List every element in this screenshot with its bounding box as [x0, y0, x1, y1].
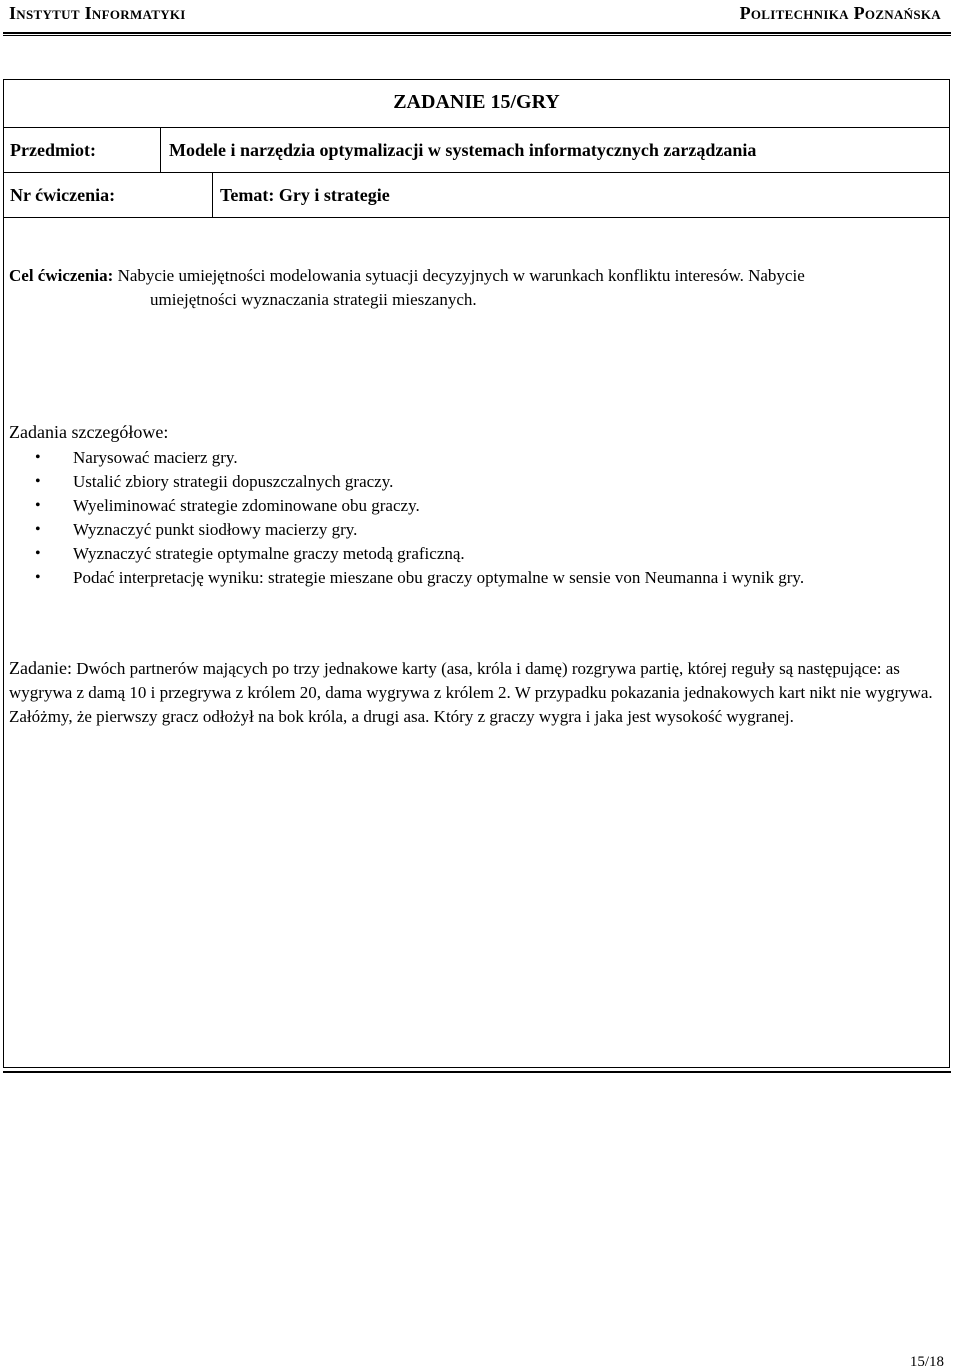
header-institute: Instytut Informatyki [9, 3, 186, 23]
header-university: Politechnika Poznańska [739, 3, 941, 23]
table-divider-number [212, 172, 213, 217]
problem-paragraph [9, 656, 939, 729]
list-item: • Ustalić zbiory strategii dopuszczalnych graczy. [9, 470, 804, 494]
problem-text: Dwóch partnerów mających po trzy jednakowe karty (asa, króla i damę) rozgrywa partię, której reguły są następujące: as wygrywa z damą 10 i przegrywa z królem 20, dama wygrywa z królem 2. W przypadku pokazania jednakowych kart nikt nie wygrywa. Załóżmy, że pierwszy gracz odłożył na bok króla, a drugi asa. Który z graczy wygra i jaka jest wysokość wygranej. [9, 659, 933, 726]
exercise-title: ZADANIE 15/GRY [393, 91, 560, 113]
bottom-rule [3, 1071, 951, 1073]
header-rule-thin [3, 35, 951, 36]
list-item: • Wyeliminować strategie zdominowane obu graczy. [9, 494, 804, 518]
subject-value: Modele i narzędzia optymalizacji w systemach informatycznych zarządzania [169, 140, 757, 160]
exercise-number-label: Nr ćwiczenia: [10, 185, 116, 205]
table-line-number [3, 217, 950, 218]
goal-label: Cel ćwiczenia: [9, 266, 114, 285]
table-divider-subject [160, 127, 161, 172]
table-line-title [3, 127, 950, 128]
goal-line1: Nabycie umiejętności modelowania sytuacji decyzyjnych w warunkach konfliktu interesów. Nabycie [117, 266, 805, 285]
subject-label: Przedmiot: [10, 140, 96, 160]
list-item: • Narysować macierz gry. [9, 446, 804, 470]
tasks-title: Zadania szczegółowe: [9, 422, 169, 442]
page-number: 15/18 [909, 1354, 944, 1370]
exercise-topic: Temat: Gry i strategie [220, 185, 390, 205]
tasks-list [9, 446, 804, 590]
goal-paragraph [9, 264, 944, 312]
table-line-subject [3, 172, 950, 173]
goal-line2: umiejętności wyznaczania strategii mieszanych. [150, 290, 477, 309]
header-rule [3, 32, 951, 34]
list-item: • Wyznaczyć punkt siodłowy macierzy gry. [9, 518, 804, 542]
list-item: • Wyznaczyć strategie optymalne graczy metodą graficzną. [9, 542, 804, 566]
problem-label: Zadanie: [9, 658, 72, 678]
list-item: • Podać interpretację wyniku: strategie mieszane obu graczy optymalne w sensie von Neumanna i wynik gry. [9, 566, 804, 590]
